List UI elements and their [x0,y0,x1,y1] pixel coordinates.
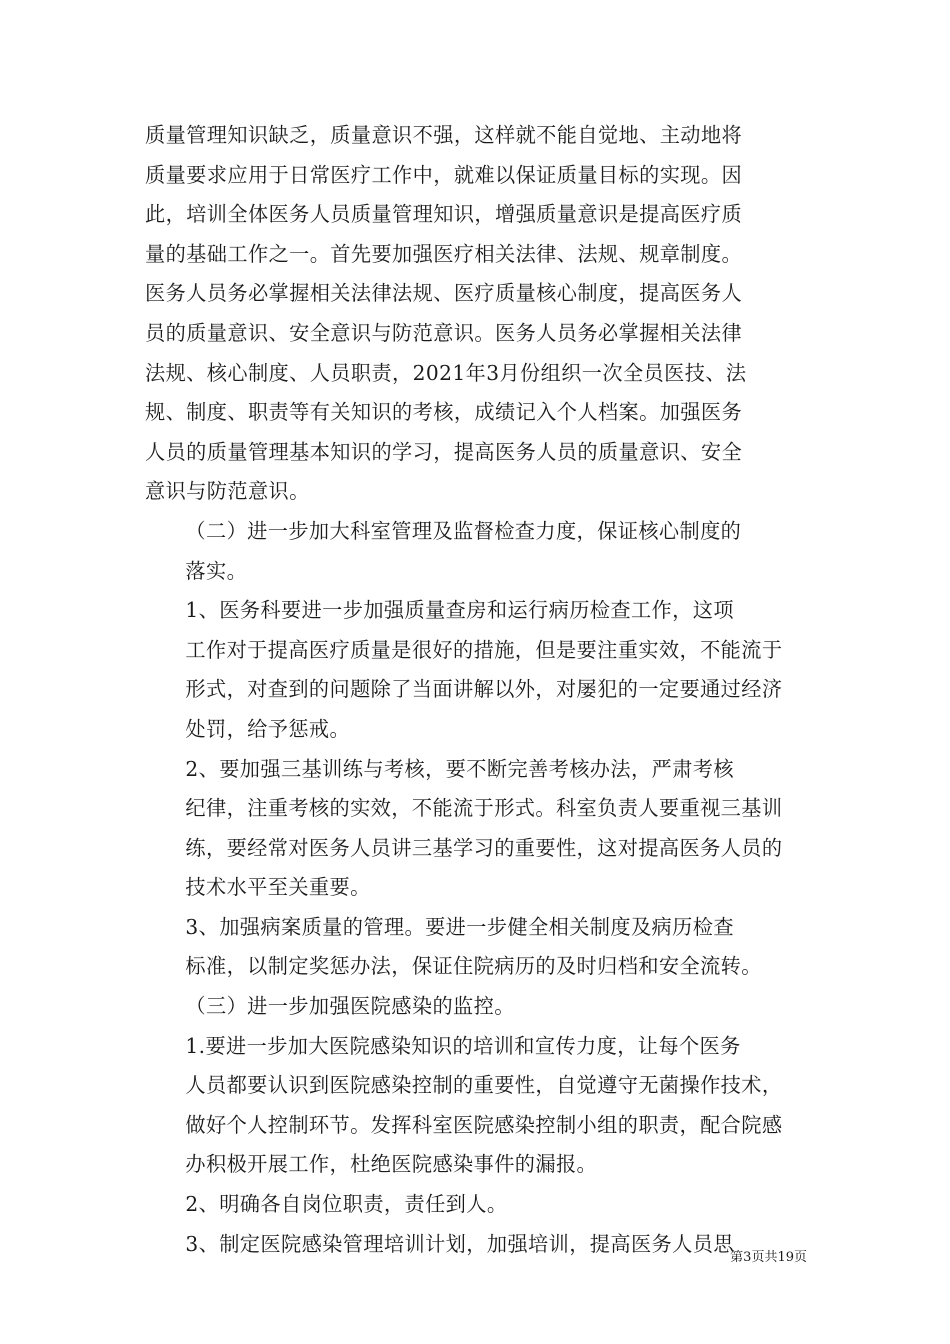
text-line: 技术水平至关重要。 [185,875,371,900]
text-line: 做好个人控制环节。发挥科室医院感染控制小组的职责，配合院感 [185,1112,783,1137]
text-line: 1.要进一步加大医院感染知识的培训和宣传力度，让每个医务 [185,1033,741,1058]
text-line: 员的质量意识、安全意识与防范意识。医务人员务必掌握相关法律 [145,320,743,345]
paragraph [145,591,809,749]
paragraph [145,750,809,908]
paragraph [145,1185,809,1225]
text-line: 医务人员务必掌握相关法律法规、医疗质量核心制度，提高医务人 [145,281,743,306]
text-line: 意识与防范意识。 [145,479,310,504]
text-line: 3、加强病案质量的管理。要进一步健全相关制度及病历检查 [185,914,734,939]
text-line: 工作对于提高医疗质量是很好的措施，但是要注重实效，不能流于 [185,637,783,662]
text-line: 形式，对查到的问题除了当面讲解以外，对屡犯的一定要通过经济 [185,677,783,702]
text-line: （三）进一步加强医院感染的监控。 [185,994,515,1019]
paragraph [145,116,809,512]
text-line: 2、明确各自岗位职责，责任到人。 [185,1192,508,1217]
paragraph [145,987,809,1027]
text-line: 1、医务科要进一步加强质量查房和运行病历检查工作，这项 [185,598,734,623]
text-line: 规、制度、职责等有关知识的考核，成绩记入个人档案。加强医务 [145,400,743,425]
page-number-footer: 第3页共19页 [730,1250,807,1265]
text-line: 人员的质量管理基本知识的学习，提高医务人员的质量意识、安全 [145,439,743,464]
text-line: 人员都要认识到医院感染控制的重要性，自觉遵守无菌操作技术， [185,1073,783,1098]
text-line: 落实。 [185,558,248,583]
paragraph [145,512,809,591]
text-line: 量的基础工作之一。首先要加强医疗相关法律、法规、规章制度。 [145,241,743,266]
text-line: 3、制定医院感染管理培训计划，加强培训，提高医务人员思 [185,1231,734,1256]
text-line: 质量管理知识缺乏，质量意识不强，这样就不能自觉地、主动地将 [145,123,743,147]
text-line: 办积极开展工作，杜绝医院感染事件的漏报。 [185,1152,598,1177]
text-line: 2、要加强三基训练与考核，要不断完善考核办法，严肃考核 [185,756,734,781]
text-line: 练，要经常对医务人员讲三基学习的重要性，这对提高医务人员的 [185,835,783,860]
paragraph [145,908,809,987]
paragraph [145,1027,809,1185]
document-body [145,116,809,1264]
text-line: 处罚，给予惩戒。 [185,716,351,741]
text-line: 此，培训全体医务人员质量管理知识，增强质量意识是提高医疗质 [145,202,743,227]
text-line: 纪律，注重考核的实效，不能流于形式。科室负责人要重视三基训 [185,796,783,821]
text-line: 标准，以制定奖惩办法，保证住院病历的及时归档和安全流转。 [185,954,762,979]
paragraph [145,1225,809,1265]
text-line: 法规、核心制度、人员职责，2021年3月份组织一次全员医技、法 [145,360,747,385]
text-line: （二）进一步加大科室管理及监督检查力度，保证核心制度的 [185,518,742,543]
text-line: 质量要求应用于日常医疗工作中，就难以保证质量目标的实现。因 [145,162,743,187]
